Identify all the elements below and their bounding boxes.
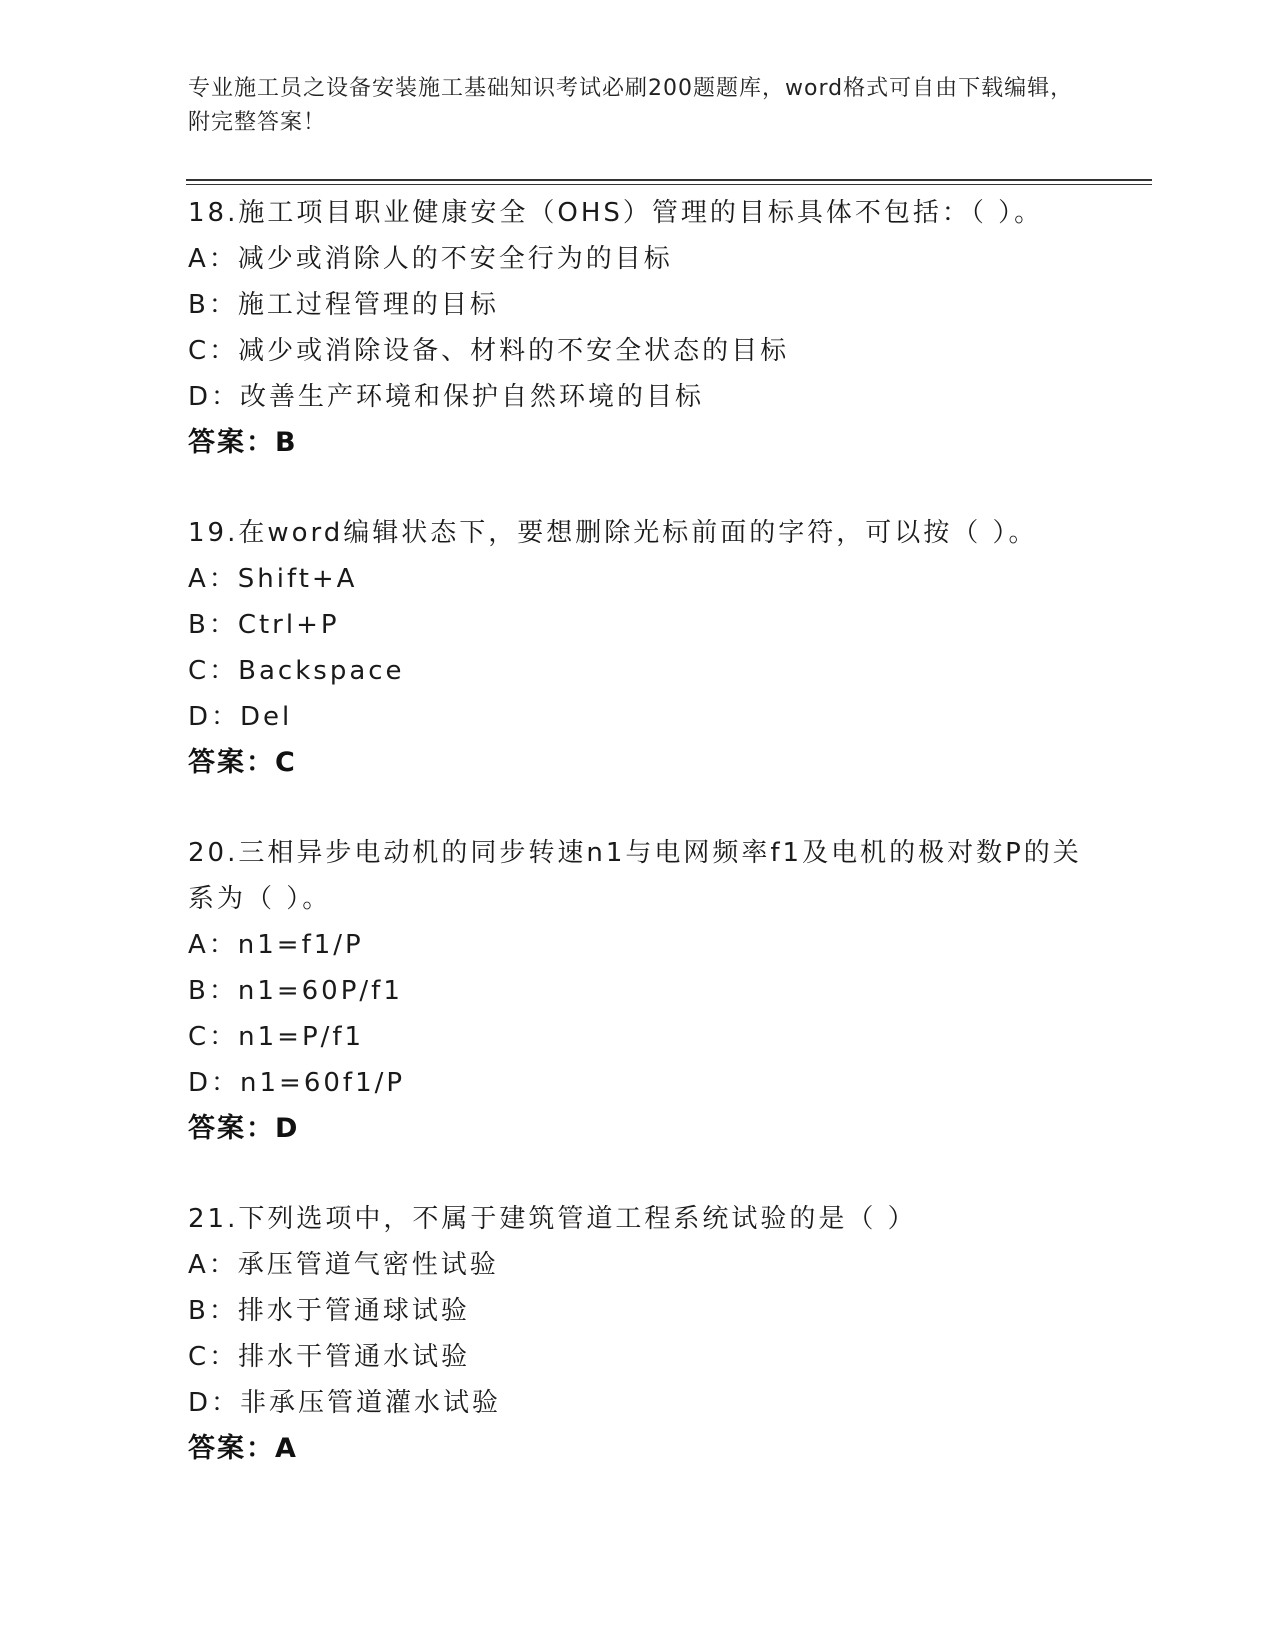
document-header <box>188 72 1088 140</box>
answer-line: 答案：C <box>188 747 297 778</box>
option-a: A：承压管道气密性试验 <box>188 1250 499 1280</box>
question-number: 18. <box>188 198 239 228</box>
option-b: B：n1=60P/f1 <box>188 976 403 1006</box>
option-b: B：施工过程管理的目标 <box>188 290 499 320</box>
question-stem <box>188 830 1108 922</box>
option-b: B：排水于管通球试验 <box>188 1296 470 1326</box>
question-text: 三相异步电动机的同步转速n1与电网频率f1及电机的极对数P的关系为（ ）。 <box>188 838 1082 914</box>
answer-line: 答案：B <box>188 427 298 458</box>
header-divider-thick <box>186 179 1152 181</box>
option-c: C：n1=P/f1 <box>188 1022 365 1052</box>
option-d: D：非承压管道灌水试验 <box>188 1388 502 1418</box>
option-a: A：Shift+A <box>188 564 358 594</box>
question-18 <box>188 190 1108 466</box>
option-b: B：Ctrl+P <box>188 610 340 640</box>
header-divider-thin <box>186 184 1152 185</box>
option-c: C：排水干管通水试验 <box>188 1342 471 1372</box>
question-21 <box>188 1196 1108 1472</box>
question-stem <box>188 1196 1108 1242</box>
option-d: D：n1=60f1/P <box>188 1068 406 1098</box>
question-text: 施工项目职业健康安全（OHS）管理的目标具体不包括：（ ）。 <box>238 198 1044 228</box>
question-list <box>188 190 1108 1516</box>
question-number: 19. <box>188 518 239 548</box>
option-c: C：减少或消除设备、材料的不安全状态的目标 <box>188 336 790 366</box>
option-a: A：n1=f1/P <box>188 930 364 960</box>
option-a: A：减少或消除人的不安全行为的目标 <box>188 244 673 274</box>
question-number: 21. <box>188 1204 239 1234</box>
question-stem <box>188 190 1108 236</box>
question-text: 下列选项中，不属于建筑管道工程系统试验的是（ ） <box>238 1204 917 1234</box>
header-text: 专业施工员之设备安装施工基础知识考试必刷200题题库，word格式可自由下载编辑，附完整答案！ <box>188 76 1074 135</box>
option-d: D：Del <box>188 702 293 732</box>
answer-line: 答案：A <box>188 1433 298 1464</box>
option-c: C：Backspace <box>188 656 405 686</box>
question-19 <box>188 510 1108 786</box>
question-stem <box>188 510 1108 556</box>
question-number: 20. <box>188 838 239 868</box>
answer-line: 答案：D <box>188 1113 300 1144</box>
question-text: 在word编辑状态下，要想删除光标前面的字符，可以按（ ）。 <box>238 518 1038 548</box>
question-20 <box>188 830 1108 1152</box>
option-d: D：改善生产环境和保护自然环境的目标 <box>188 382 705 412</box>
